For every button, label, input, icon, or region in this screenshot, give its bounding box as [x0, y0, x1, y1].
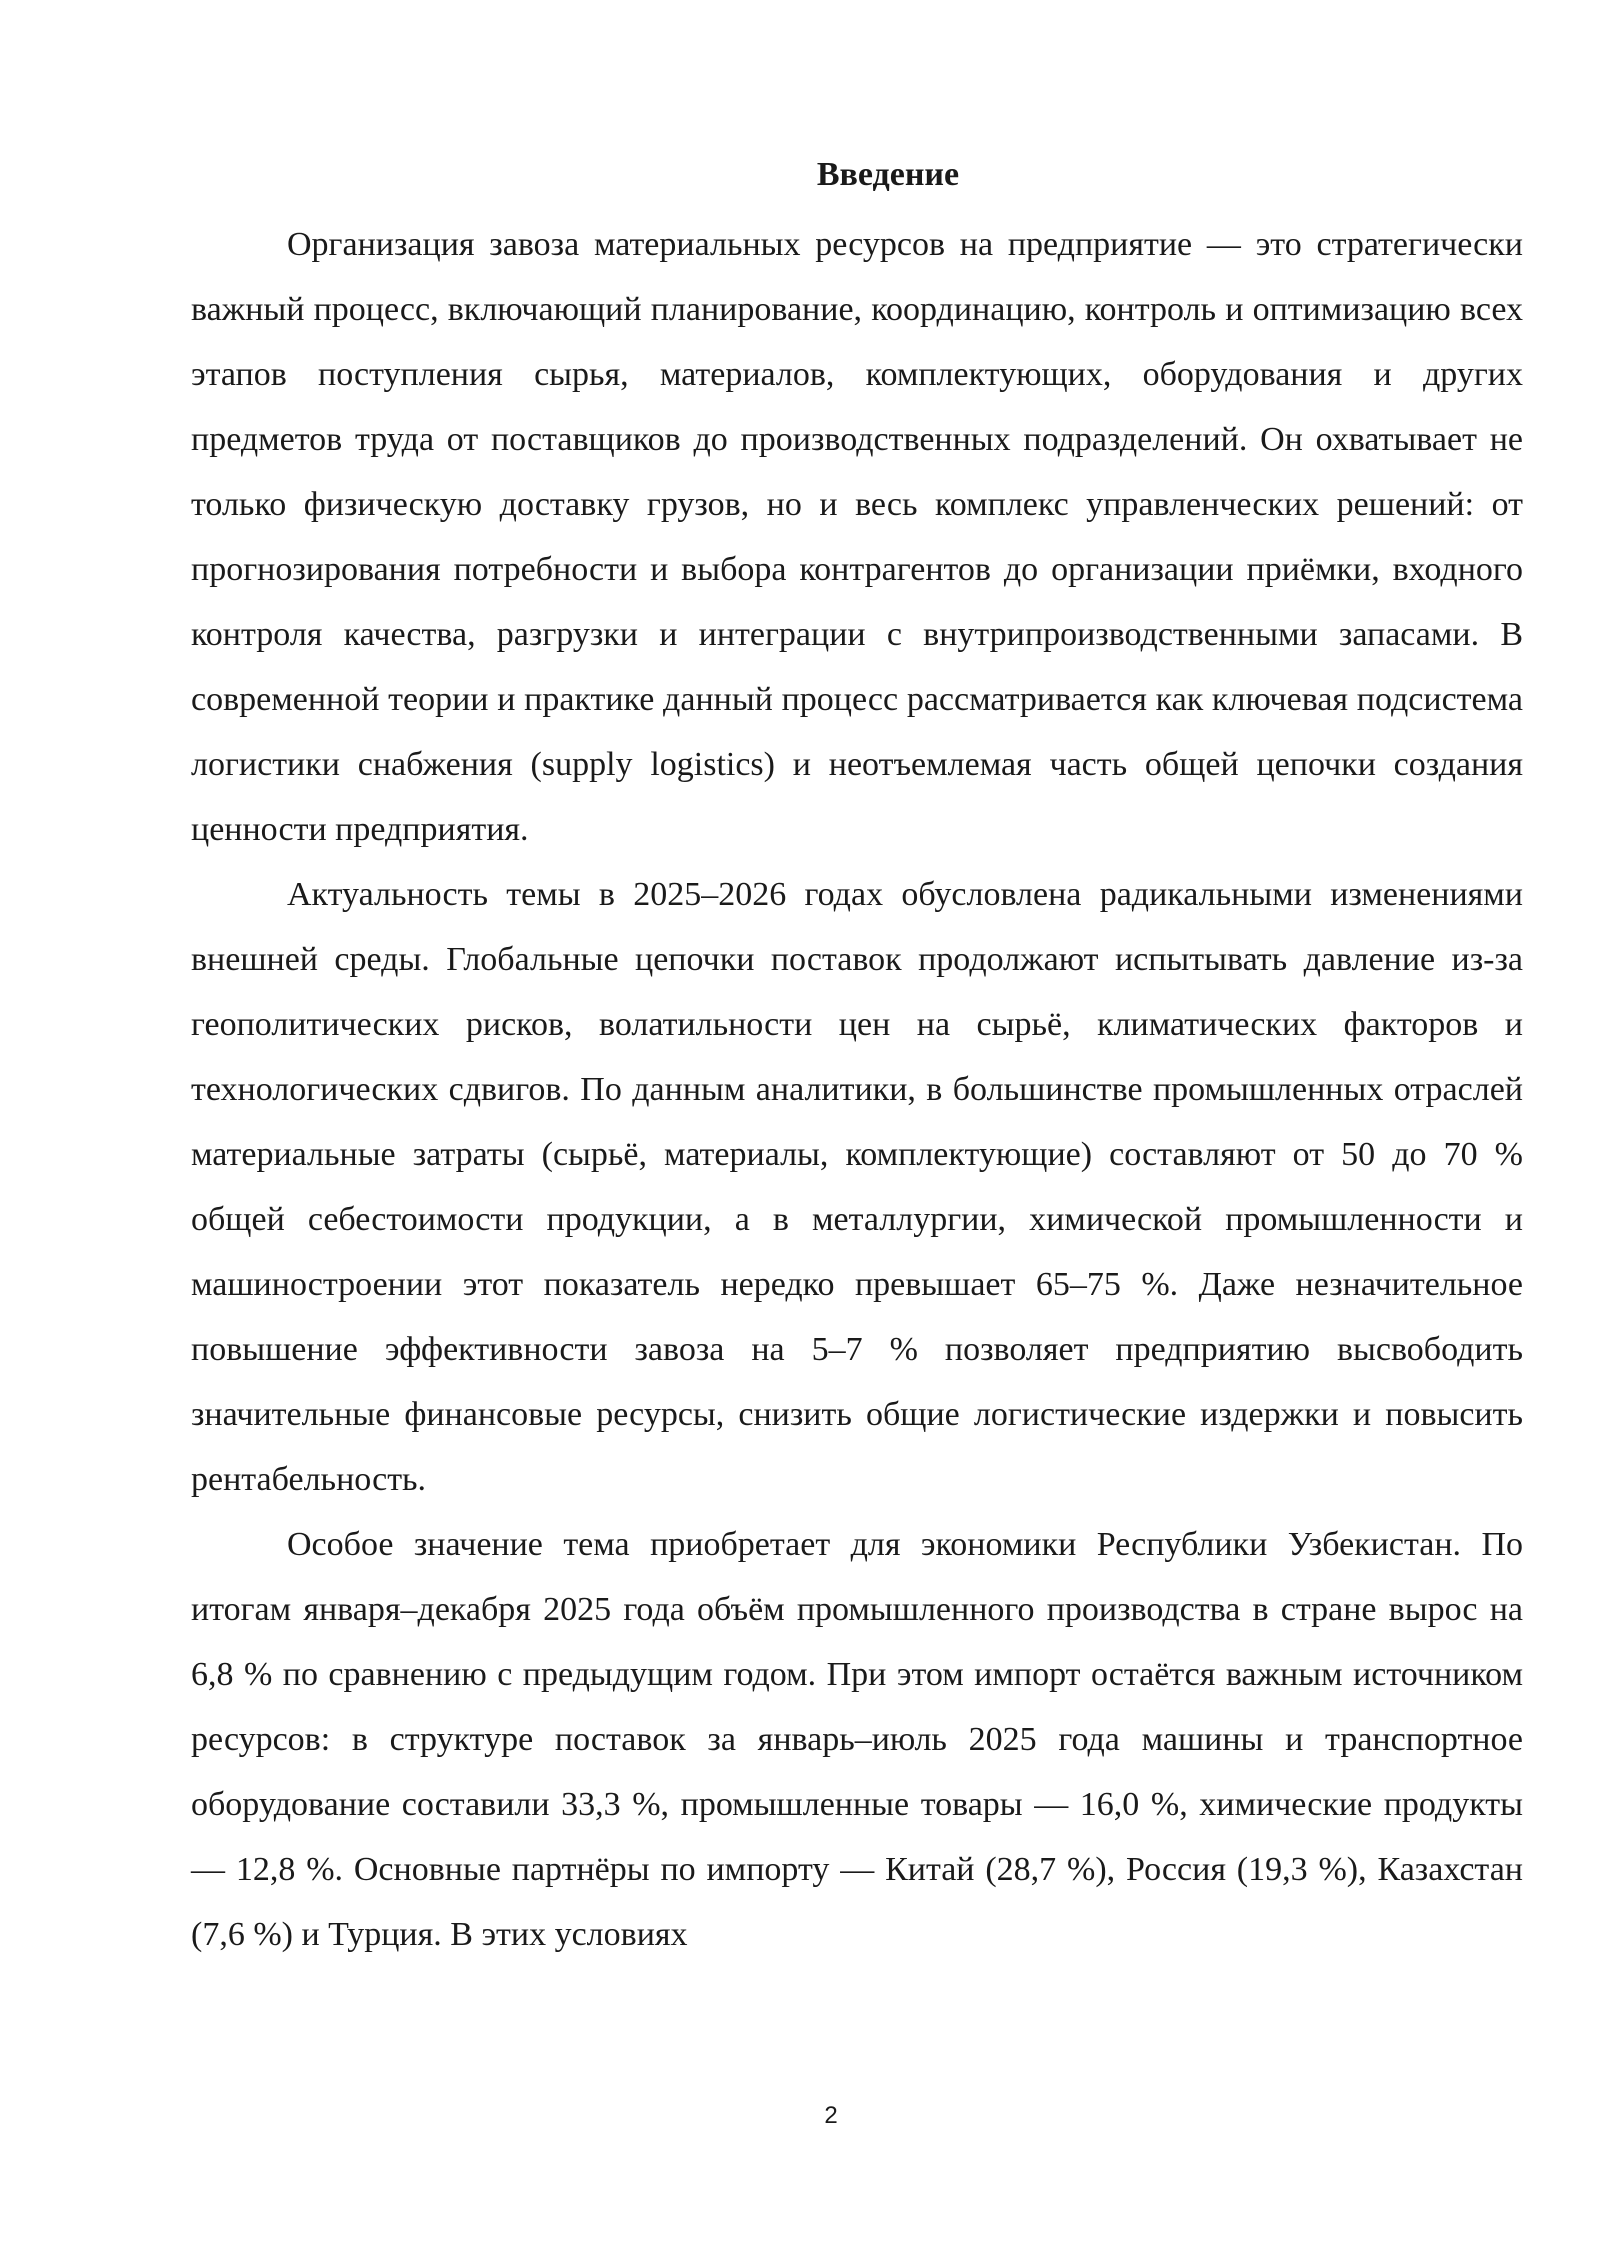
- page-number: 2: [824, 2102, 838, 2129]
- paragraph-definition: Организация завоза материальных ресурсов на предприятие — это стратегически важный процесс, включающий планирование, координацию, контроль и оптимизацию всех этапов поступления сырья, материалов, комплектующих, оборудования и других предметов труда от поставщиков до производственных подразделений. Он охватывает не только физическую доставку грузов, но и весь комплекс управленческих решений: от прогнозирования потребности и выбора контрагентов до организации приёмки, входного контроля качества, разгрузки и интеграции с внутрипроизводственными запасами. В современной теории и практике данный процесс рассматривается как ключевая подсистема логистики снабжения (supply logistics) и неотъемлемая часть общей цепочки создания ценности предприятия.: [191, 226, 1523, 848]
- page-content: [191, 148, 1523, 1967]
- paragraph-uzbekistan: Особое значение тема приобретает для экономики Республики Узбекистан. По итогам января–декабря 2025 года объём промышленного производства в стране вырос на 6,8 % по сравнению с предыдущим годом. При этом импорт остаётся важным источником ресурсов: в структуре поставок за январь–июль 2025 года машины и транспортное оборудование составили 33,3 %, промышленные товары — 16,0 %, химические продукты — 12,8 %. Основные партнёры по импорту — Китай (28,7 %), Россия (19,3 %), Казахстан (7,6 %) и Турция. В этих условиях: [191, 1526, 1523, 1953]
- section-title: Введение: [816, 156, 960, 193]
- paragraph-relevance: Актуальность темы в 2025–2026 годах обусловлена радикальными изменениями внешней среды. Глобальные цепочки поставок продолжают испытывать давление из-за геополитических рисков, волатильности цен на сырьё, климатических факторов и технологических сдвигов. По данным аналитики, в большинстве промышленных отраслей материальные затраты (сырьё, материалы, комплектующие) составляют от 50 до 70 % общей себестоимости продукции, а в металлургии, химической промышленности и машиностроении этот показатель нередко превышает 65–75 %. Даже незначительное повышение эффективности завоза на 5–7 % позволяет предприятию высвободить значительные финансовые ресурсы, снизить общие логистические издержки и повысить рентабельность.: [191, 876, 1523, 1498]
